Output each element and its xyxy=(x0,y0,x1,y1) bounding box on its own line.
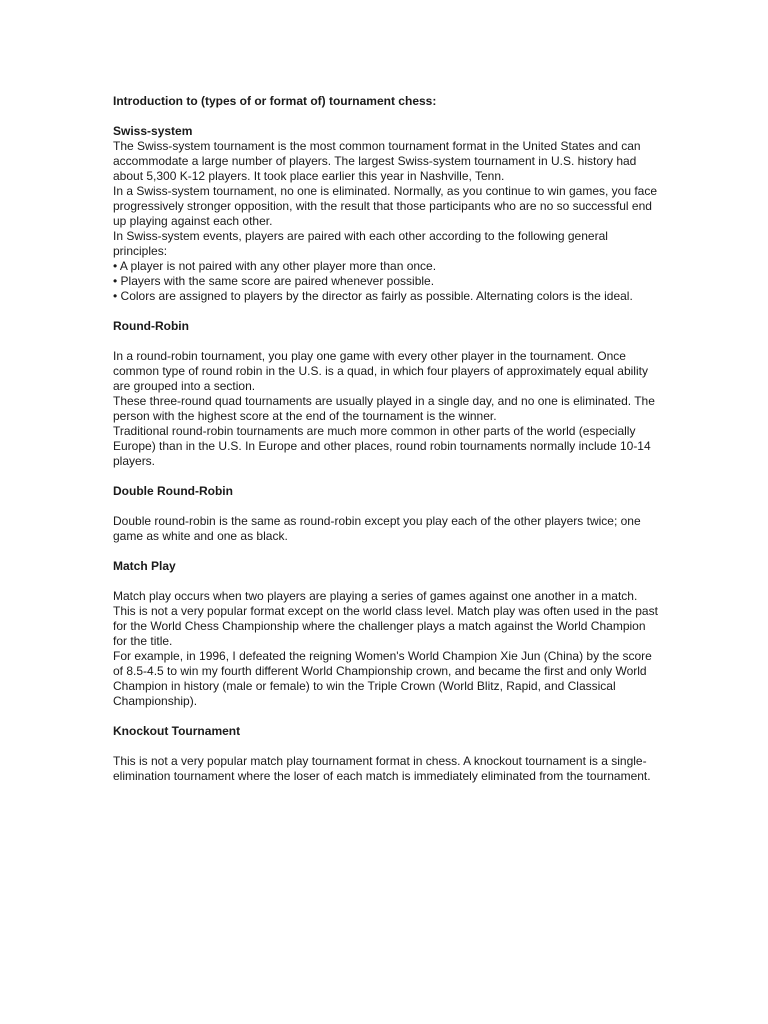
list-item xyxy=(113,274,658,289)
round-robin-paragraph-2: These three-round quad tournaments are usually played in a single day, and no one is eliminated. The person with the highest score at the end of the tournament is the winner. xyxy=(113,394,655,423)
round-robin-paragraph-1: In a round-robin tournament, you play one game with every other player in the tournament. Once common type of round robin in the U.S. is a quad, in which four players of approximately equal ability are grouped into a section. xyxy=(113,349,648,393)
document-title: Introduction to (types of or format of) tournament chess: xyxy=(113,94,437,108)
heading-match-play: Match Play xyxy=(113,559,176,573)
heading-round-robin: Round-Robin xyxy=(113,319,189,333)
section-double-round-robin xyxy=(113,484,658,544)
double-round-robin-paragraph-1: Double round-robin is the same as round-robin except you play each of the other players twice; one game as white and one as black. xyxy=(113,514,641,543)
round-robin-paragraph-3: Traditional round-robin tournaments are much more common in other parts of the world (especially Europe) than in the U.S. In Europe and other places, round robin tournaments normally include 10-14 players. xyxy=(113,424,651,468)
bullet-text: Colors are assigned to players by the director as fairly as possible. Alternating colors is the ideal. xyxy=(120,289,633,303)
swiss-paragraph-1: The Swiss-system tournament is the most common tournament format in the United States and can accommodate a large number of players. The largest Swiss-system tournament in U.S. history had about 5,300 K-12 players. It took place earlier this year in Nashville, Tenn. xyxy=(113,139,641,183)
section-match-play xyxy=(113,559,658,709)
list-item xyxy=(113,259,658,274)
heading-swiss-system: Swiss-system xyxy=(113,124,193,138)
section-knockout xyxy=(113,724,658,784)
document-page xyxy=(113,94,658,799)
section-round-robin xyxy=(113,319,658,469)
knockout-paragraph-1: This is not a very popular match play tournament format in chess. A knockout tournament is a single-elimination tournament where the loser of each match is immediately eliminated from the tournament. xyxy=(113,754,651,783)
bullet-icon: • xyxy=(113,259,118,273)
heading-double-round-robin: Double Round-Robin xyxy=(113,484,233,498)
swiss-paragraph-2: In a Swiss-system tournament, no one is eliminated. Normally, as you continue to win games, you face progressively stronger opposition, with the result that those participants who are no so successful end up playing against each other. xyxy=(113,184,658,228)
bullet-text: Players with the same score are paired whenever possible. xyxy=(120,274,435,288)
swiss-bullet-list xyxy=(113,259,658,304)
bullet-icon: • xyxy=(113,274,118,288)
bullet-icon: • xyxy=(113,289,118,303)
section-swiss-system xyxy=(113,124,658,304)
swiss-paragraph-3: In Swiss-system events, players are paired with each other according to the following general principles: xyxy=(113,229,608,258)
list-item xyxy=(113,289,658,304)
heading-knockout: Knockout Tournament xyxy=(113,724,241,738)
match-play-paragraph-2: For example, in 1996, I defeated the reigning Women's World Champion Xie Jun (China) by the score of 8.5-4.5 to win my fourth different World Championship crown, and became the first and only World Champion in history (male or female) to win the Triple Crown (World Blitz, Rapid, and Classical Championship). xyxy=(113,649,652,708)
match-play-paragraph-1: Match play occurs when two players are playing a series of games against one another in a match. This is not a very popular format except on the world class level. Match play was often used in the past for the World Chess Championship where the challenger plays a match against the World Champion for the title. xyxy=(113,589,658,648)
bullet-text: A player is not paired with any other player more than once. xyxy=(119,259,437,273)
